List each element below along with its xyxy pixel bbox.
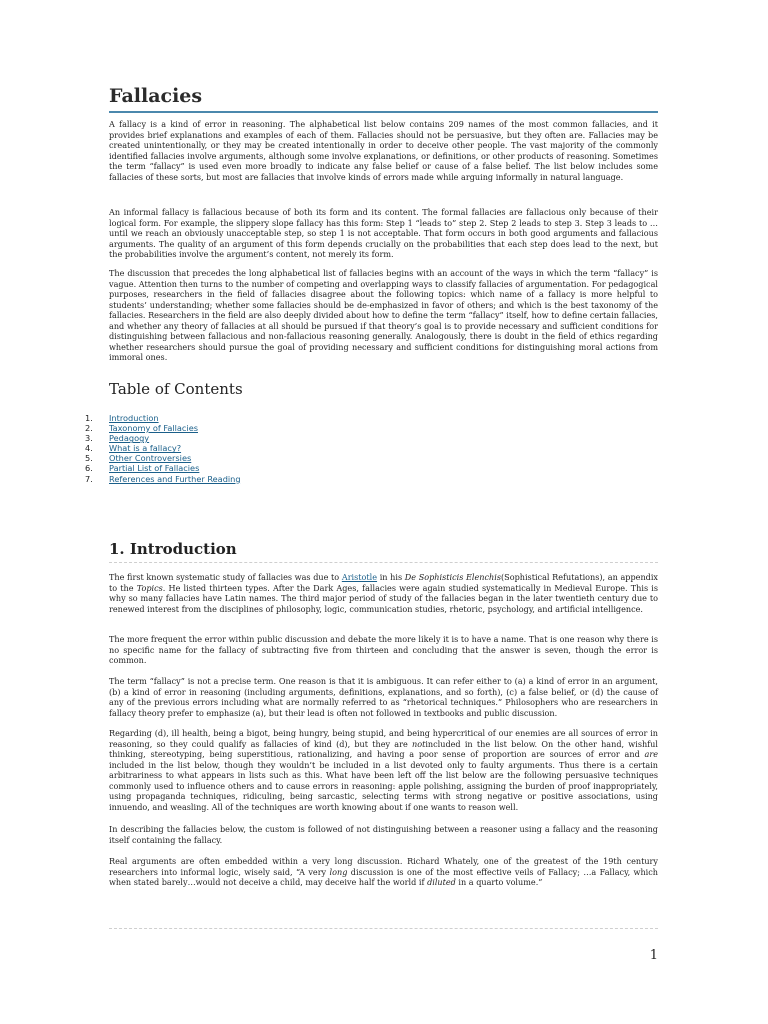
emphasis: are <box>644 749 658 759</box>
introduction-paragraph-1 <box>109 572 658 614</box>
toc-item <box>85 443 241 453</box>
text-run: . He listed thirteen types. After the Dark Ages, fallacies were again studied systematically in Medieval Europe. This is why so many fallacies have Latin names. The third major period of study of the fallacies began in the later twentieth century due to renewed interest from the disciplines of philosophy, logic, communication studies, rhetoric, psychology, and artificial intelligence. <box>109 582 659 614</box>
intro-paragraph-3: The discussion that precedes the long alphabetical list of fallacies begins with an account of the ways in which the term “fallacy” is vague. Attention then turns to the number of competing and overlapping ways to classify fallacies of argumentation. For pedagogical purposes, researchers in the field of fallacies disagree about the following topics: which name of a fallacy is more helpful to students’ understanding; whether some fallacies should be de-emphasized in favor of others; and which is the best taxonomy of the fallacies. Researchers in the field are also deeply divided about how to define the term “fallacy” itself, how to define certain fallacies, and whether any theory of fallacies at all should be pursued if that theory’s goal is to provide necessary and sufficient conditions for distinguishing between fallacious and non-fallacious reasoning generally. Analogously, there is doubt in the field of ethics regarding whether researchers should pursue the goal of providing necessary and sufficient conditions for distinguishing moral actions from immoral ones. <box>109 268 658 362</box>
table-of-contents <box>85 413 241 484</box>
emphasis: long <box>329 866 348 877</box>
page-title: Fallacies <box>109 85 658 113</box>
footer-divider <box>109 928 658 929</box>
section-heading-introduction: 1. Introduction <box>109 540 658 563</box>
text-run: in his <box>377 572 405 582</box>
toc-number: 1. <box>85 413 93 423</box>
toc-number: 7. <box>85 473 93 484</box>
text-run: included in the list below, though they wouldn’t be included in a list devoted only to faulty arguments. Thus there is a certain arbitrariness to what appears in lists such as this. What have been left off the list below are the following persuasive techniques commonly used to influence others and to cause errors in reasoning: apple polishing, assigning the burden of proof inappropriately, using propaganda techniques, ridiculing, being sarcastic, selecting terms with strong negative or positive associations, using innuendo, and weasling. All of the techniques are worth knowing about if one wants to reason well. <box>109 759 658 812</box>
toc-item <box>85 413 241 423</box>
toc-link-what-is-a-fallacy[interactable]: What is a fallacy? <box>109 443 182 454</box>
toc-item <box>85 453 241 463</box>
intro-paragraph-2: An informal fallacy is fallacious because of both its form and its content. The formal fallacies are fallacious only because of their logical form. For example, the slippery slope fallacy has this form: Step 1 “leads to” step 2. Step 2 leads to step 3. Step 3 leads to … until we reach an obviously unacceptable step, so step 1 is not acceptable. That form occurs in both good arguments and fallacious arguments. The quality of an argument of this form depends crucially on the probabilities that each step does lead to the next, but the probabilities involve the argument’s content, not merely its form. <box>109 207 658 259</box>
text-run: included in the list below. On the other hand, wishful thinking, stereotyping, being superstitious, rationalizing, and having a poor sense of proportion are sources of error and <box>109 738 658 759</box>
toc-link-other-controversies[interactable]: Other Controversies <box>109 453 192 464</box>
toc-link-partial-list[interactable]: Partial List of Fallacies <box>109 463 200 474</box>
introduction-paragraph-4 <box>109 728 658 812</box>
toc-link-taxonomy[interactable]: Taxonomy of Fallacies <box>109 423 198 434</box>
aristotle-link[interactable]: Aristotle <box>341 572 378 582</box>
toc-item <box>85 423 241 433</box>
intro-paragraph-1: A fallacy is a kind of error in reasoning. The alphabetical list below contains 209 names of the most common fallacies, and it provides brief explanations and examples of each of them. Fallacies should not be persuasive, but they often are. Fallacies may be created unintentionally, or they may be created intentionally in order to deceive other people. The vast majority of the commonly identified fallacies involve arguments, although some involve explanations, or definitions, or other products of reasoning. Sometimes the term “fallacy” is used even more broadly to indicate any false belief or cause of a false belief. The list below includes some fallacies of these sorts, but most are fallacies that involve kinds of errors made while arguing informally in natural language. <box>109 119 658 182</box>
toc-number: 5. <box>85 453 93 464</box>
introduction-paragraph-6 <box>109 856 658 888</box>
text-run: The first known systematic study of fallacies was due to <box>109 572 342 582</box>
work-title: De Sophisticis Elenchis <box>404 572 501 582</box>
text-run: Regarding (d), ill health, being a bigot, being hungry, being stupid, and being hypercritical of our enemies are all sources of error in reasoning, so they could qualify as fallacies of kind (d), but they are <box>109 728 658 749</box>
toc-item <box>85 474 241 484</box>
text-run: in a quarto volume.” <box>455 877 543 887</box>
toc-number: 3. <box>85 433 93 444</box>
toc-item <box>85 433 241 443</box>
toc-number: 6. <box>85 463 93 474</box>
page-number: 1 <box>649 948 658 963</box>
introduction-paragraph-3: The term “fallacy” is not a precise term. One reason is that it is ambiguous. It can refer either to (a) a kind of error in an argument, (b) a kind of error in reasoning (including arguments, definitions, explanations, and so forth), (c) a false belief, or (d) the cause of any of the previous errors including what are normally referred to as “rhetorical techniques.” Philosophers who are researchers in fallacy theory prefer to emphasize (a), but their lead is often not followed in textbooks and public discussion. <box>109 676 658 718</box>
text-run: Real arguments are often embedded within a very long discussion. Richard Whately, one of the greatest of the 19th century researchers into informal logic, wisely said, “A very <box>109 856 658 877</box>
work-title: Topics <box>136 582 163 593</box>
toc-heading: Table of Contents <box>109 380 243 398</box>
toc-number: 2. <box>85 423 93 434</box>
toc-item <box>85 463 241 473</box>
introduction-paragraph-2: The more frequent the error within public discussion and debate the more likely it is to have a name. That is one reason why there is no specific name for the fallacy of subtracting five from thirteen and concluding that the answer is seven, though the error is common. <box>109 634 658 665</box>
toc-link-pedagogy[interactable]: Pedagogy <box>109 433 150 444</box>
toc-link-introduction[interactable]: Introduction <box>109 413 159 423</box>
emphasis: diluted <box>427 877 456 887</box>
toc-link-references[interactable]: References and Further Reading <box>109 473 241 484</box>
toc-number: 4. <box>85 443 93 454</box>
text-run: discussion is one of the most effective veils of Fallacy; …a Fallacy, which when stated barely…would not deceive a child, may deceive half the world if <box>109 866 658 887</box>
text-run: (Sophistical Refutations), an appendix to the <box>109 572 658 593</box>
introduction-paragraph-5: In describing the fallacies below, the custom is followed of not distinguishing between a reasoner using a fallacy and the reasoning itself containing the fallacy. <box>109 824 658 845</box>
emphasis: not <box>411 738 426 749</box>
